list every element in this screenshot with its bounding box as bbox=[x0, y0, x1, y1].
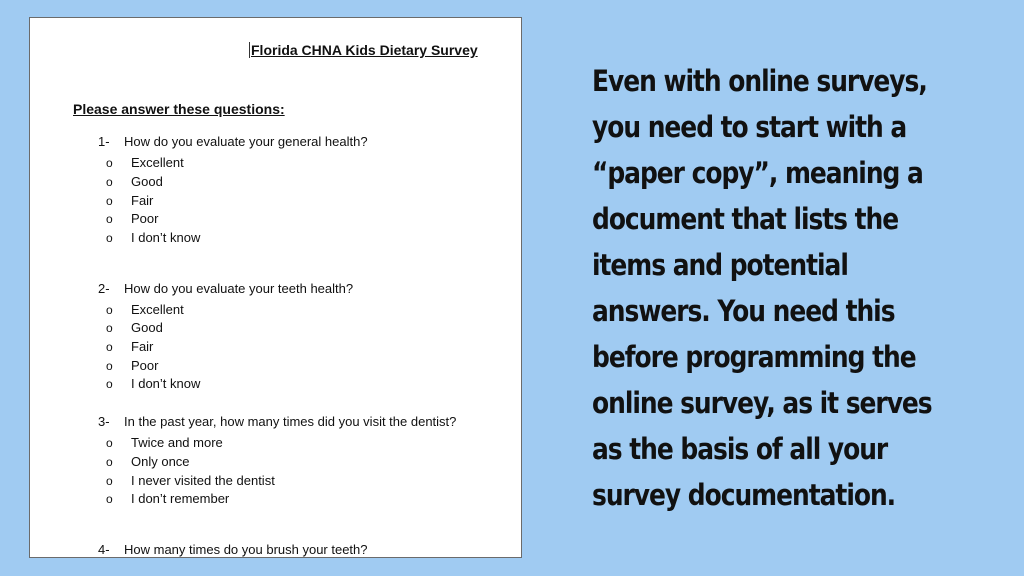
question-3 bbox=[98, 414, 456, 429]
option-label: Excellent bbox=[131, 302, 184, 317]
bullet-icon: o bbox=[106, 175, 113, 189]
option-label: I don’t know bbox=[131, 376, 201, 391]
bullet-icon: o bbox=[106, 359, 113, 373]
question-number: 2- bbox=[98, 281, 110, 296]
option-item bbox=[106, 320, 163, 335]
option-item bbox=[106, 230, 200, 245]
bullet-icon: o bbox=[106, 303, 113, 317]
bullet-icon: o bbox=[106, 455, 113, 469]
option-item bbox=[106, 193, 153, 208]
option-label: Fair bbox=[131, 339, 154, 354]
question-text: How do you evaluate your teeth health? bbox=[124, 281, 354, 296]
bullet-icon: o bbox=[106, 340, 113, 354]
bullet-icon: o bbox=[106, 194, 113, 208]
bullet-icon: o bbox=[106, 492, 113, 506]
option-label: Poor bbox=[131, 211, 159, 226]
option-label: Excellent bbox=[131, 155, 184, 170]
question-text: How do you evaluate your general health? bbox=[124, 134, 368, 149]
option-item bbox=[106, 174, 163, 189]
survey-title: Florida CHNA Kids Dietary Survey bbox=[251, 42, 478, 58]
question-text: In the past year, how many times did you visit the dentist? bbox=[124, 414, 457, 429]
bullet-icon: o bbox=[106, 156, 113, 170]
option-label: Fair bbox=[131, 193, 154, 208]
bullet-icon: o bbox=[106, 231, 113, 245]
option-label: I don’t remember bbox=[131, 491, 230, 506]
option-item bbox=[106, 473, 275, 488]
question-number: 1- bbox=[98, 134, 110, 149]
option-item bbox=[106, 155, 184, 170]
option-item bbox=[106, 211, 158, 226]
option-item bbox=[106, 358, 158, 373]
option-item bbox=[106, 491, 229, 506]
bullet-icon: o bbox=[106, 377, 113, 391]
option-label: Only once bbox=[131, 454, 190, 469]
question-text: How many times do you brush your teeth? bbox=[124, 542, 368, 557]
question-1 bbox=[98, 134, 368, 149]
question-number: 4- bbox=[98, 542, 110, 557]
option-label: I never visited the dentist bbox=[131, 473, 275, 488]
option-item bbox=[106, 339, 153, 354]
option-label: Good bbox=[131, 320, 163, 335]
survey-instructions: Please answer these questions: bbox=[73, 101, 285, 117]
option-label: Twice and more bbox=[131, 435, 223, 450]
option-label: Good bbox=[131, 174, 163, 189]
bullet-icon: o bbox=[106, 321, 113, 335]
option-item bbox=[106, 376, 200, 391]
question-2 bbox=[98, 281, 353, 296]
option-item bbox=[106, 302, 184, 317]
bullet-icon: o bbox=[106, 474, 113, 488]
option-item bbox=[106, 435, 223, 450]
bullet-icon: o bbox=[106, 436, 113, 450]
bullet-icon: o bbox=[106, 212, 113, 226]
question-number: 3- bbox=[98, 414, 110, 429]
option-item bbox=[106, 454, 190, 469]
option-label: I don’t know bbox=[131, 230, 201, 245]
question-4 bbox=[98, 542, 368, 557]
slide-explanation-text: Even with online surveys, you need to start with a “paper copy”, meaning a document that lists the items and potential answers. You need this before programming the online survey, as it serves as the basis of all your survey documentation. bbox=[592, 64, 932, 512]
survey-document bbox=[29, 17, 522, 558]
option-label: Poor bbox=[131, 358, 159, 373]
